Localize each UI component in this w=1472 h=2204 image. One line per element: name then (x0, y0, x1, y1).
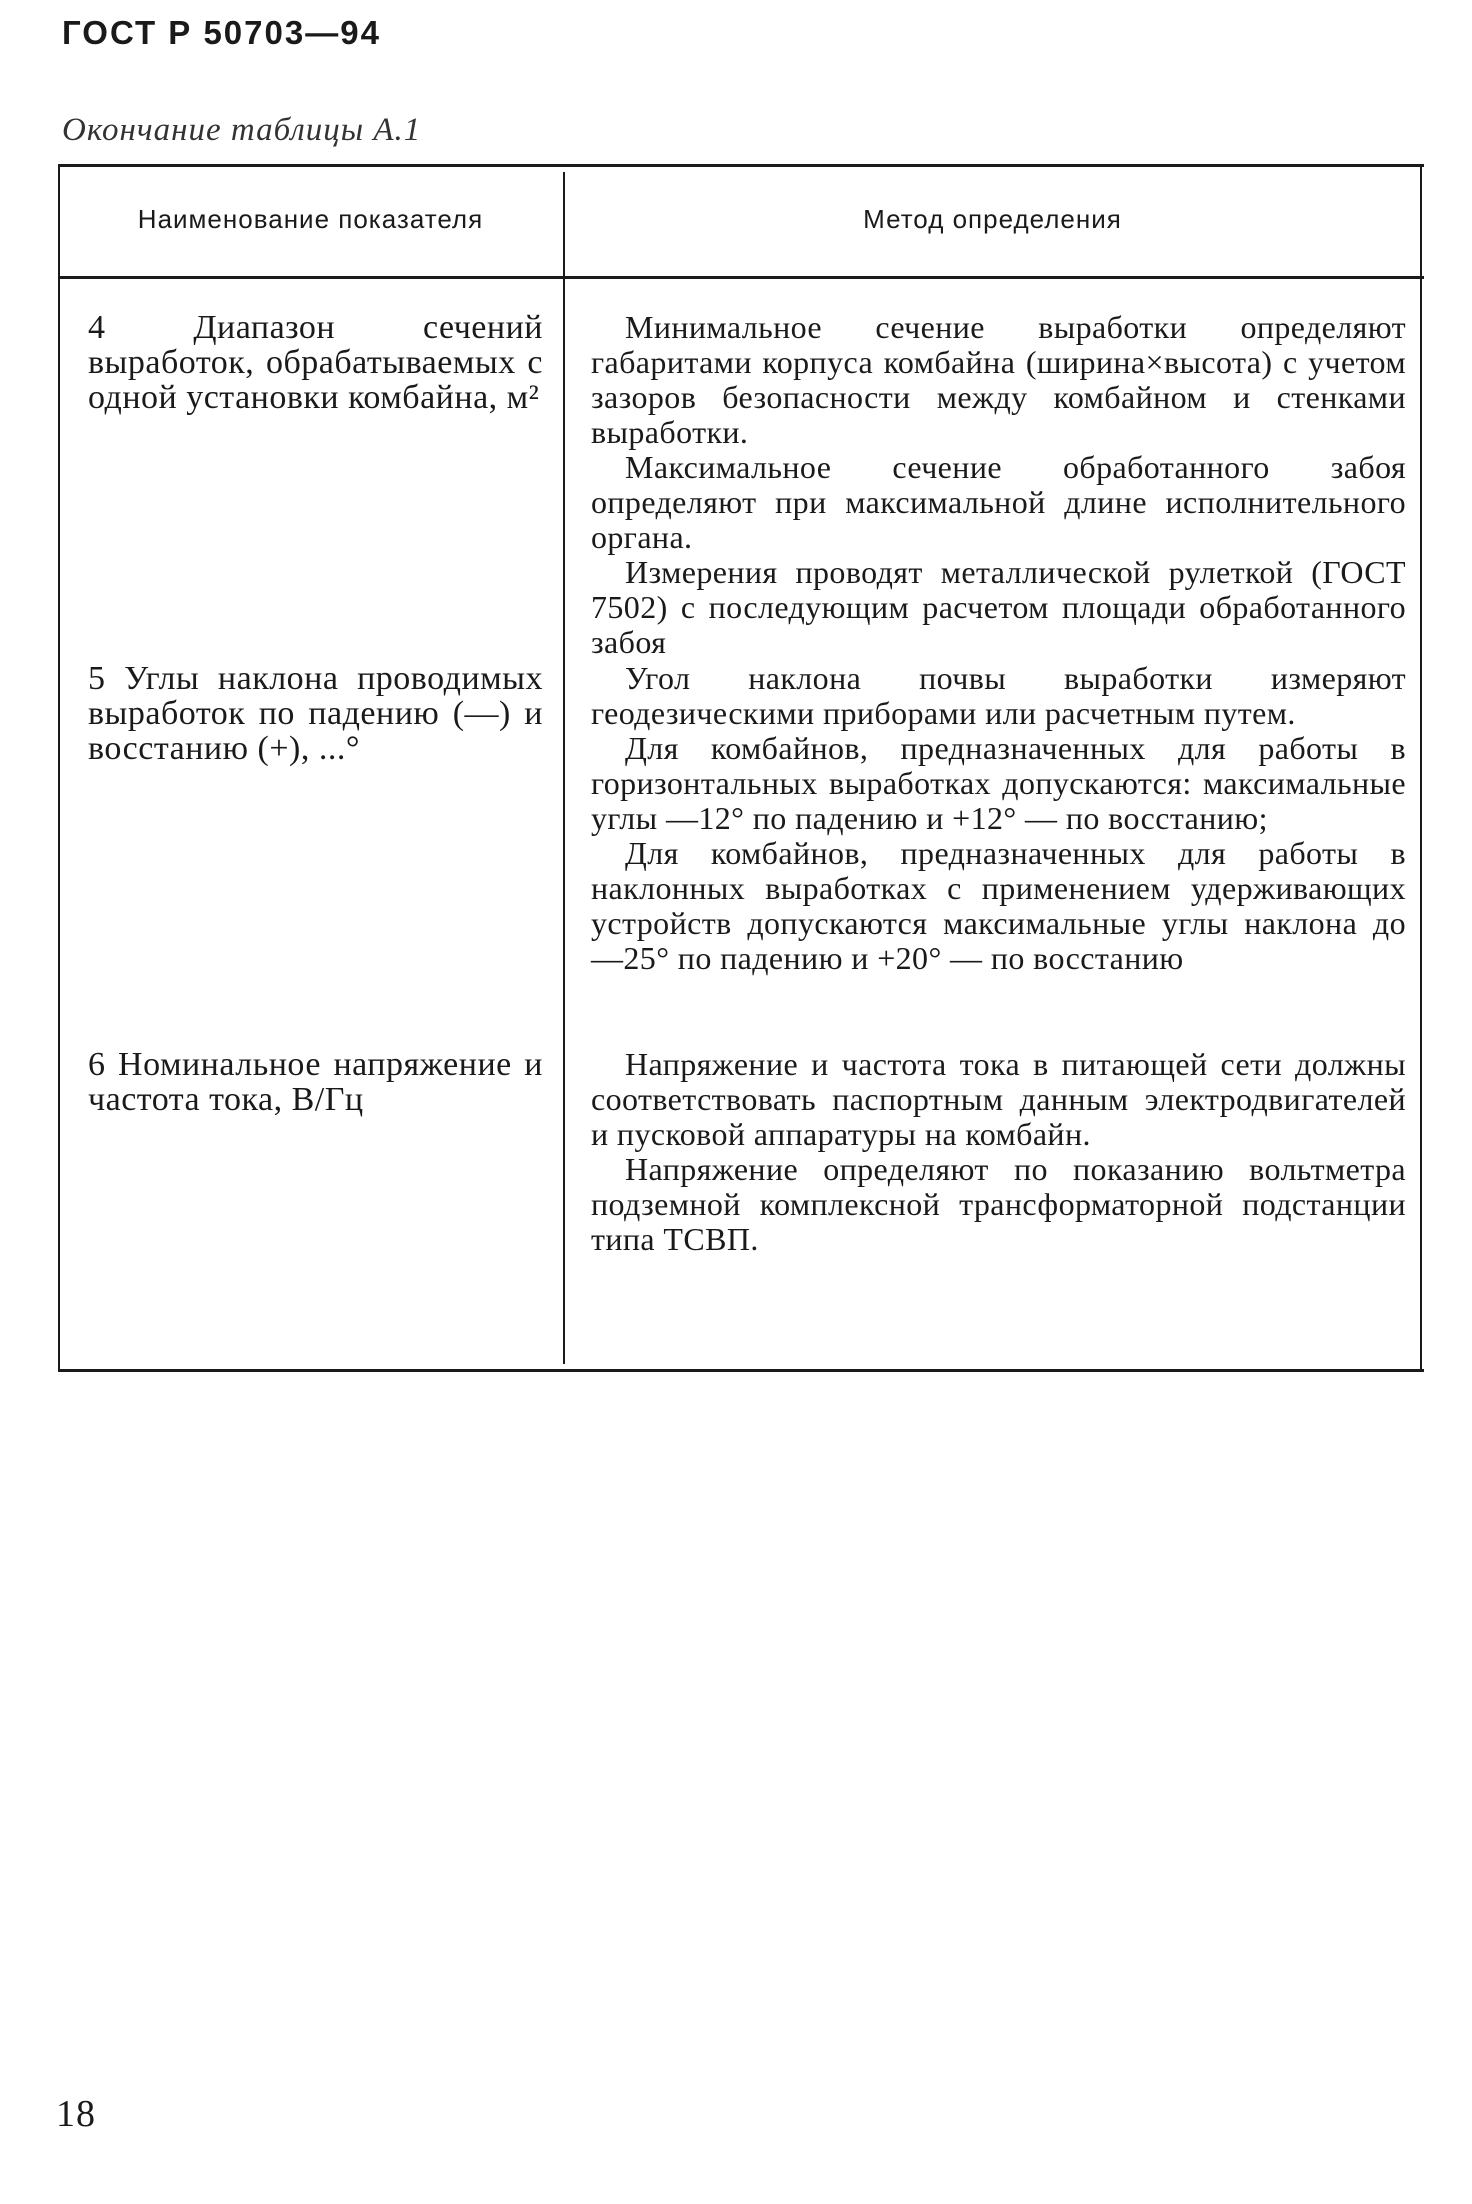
method-paragraph: Минимальное сечение выработки определяют габаритами корпуса комбайна (ширина×высота) с учетом зазоров безопасности между комбайном и стенками выработки. (591, 309, 1406, 450)
method-paragraph: Измерения проводят металлической рулеткой (ГОСТ 7502) с последующим расчетом площади обработанного забоя (591, 554, 1406, 660)
method-paragraph: Для комбайнов, предназначенных для работы в горизонтальных выработках допускаются: максимальные углы —12° по падению и +12° — по восстанию; (591, 730, 1406, 836)
table-top-rule (58, 164, 1424, 167)
determination-method (591, 1047, 1406, 1257)
determination-method (591, 310, 1406, 660)
table-header-rule (58, 276, 1424, 279)
page-number: 18 (56, 2093, 96, 2135)
method-paragraph: Напряжение определяют по показанию вольтметра подземной комплексной трансформаторной подстанции типа ТСВП. (591, 1151, 1406, 1257)
method-paragraph: Максимальное сечение обработанного забоя определяют при максимальной длине исполнительного органа. (591, 449, 1406, 555)
table-column-divider (563, 172, 565, 1364)
indicators-table (58, 164, 1424, 1372)
indicator-name: 5 Углы наклона проводимых выработок по падению (—) и восстанию (+), ...° (88, 660, 543, 767)
indicator-name: 6 Номинальное напряжение и частота тока, В/Гц (88, 1046, 543, 1118)
method-paragraph: Напряжение и частота тока в питающей сети должны соответствовать паспортным данным электродвигателей и пусковой аппаратуры на комбайн. (591, 1046, 1406, 1152)
document-header: ГОСТ Р 50703—94 (62, 14, 381, 51)
indicator-name: 4 Диапазон сечений выработок, обрабатываемых с одной установки комбайна, м² (88, 309, 543, 416)
column-header-indicator: Наименование показателя (137, 204, 484, 234)
table-right-border (1420, 164, 1422, 1372)
method-paragraph: Угол наклона почвы выработки измеряют геодезическими приборами или расчетным путем. (591, 660, 1406, 731)
table-left-border (58, 164, 60, 1372)
table-caption: Окончание таблицы А.1 (62, 112, 422, 148)
determination-method (591, 661, 1406, 976)
table-bottom-rule (58, 1369, 1424, 1372)
method-paragraph: Для комбайнов, предназначенных для работы в наклонных выработках с применением удерживающих устройств допускаются максимальные углы наклона до —25° по падению и +20° — по восстанию (591, 835, 1406, 976)
column-header-method: Метод определения (863, 204, 1122, 234)
